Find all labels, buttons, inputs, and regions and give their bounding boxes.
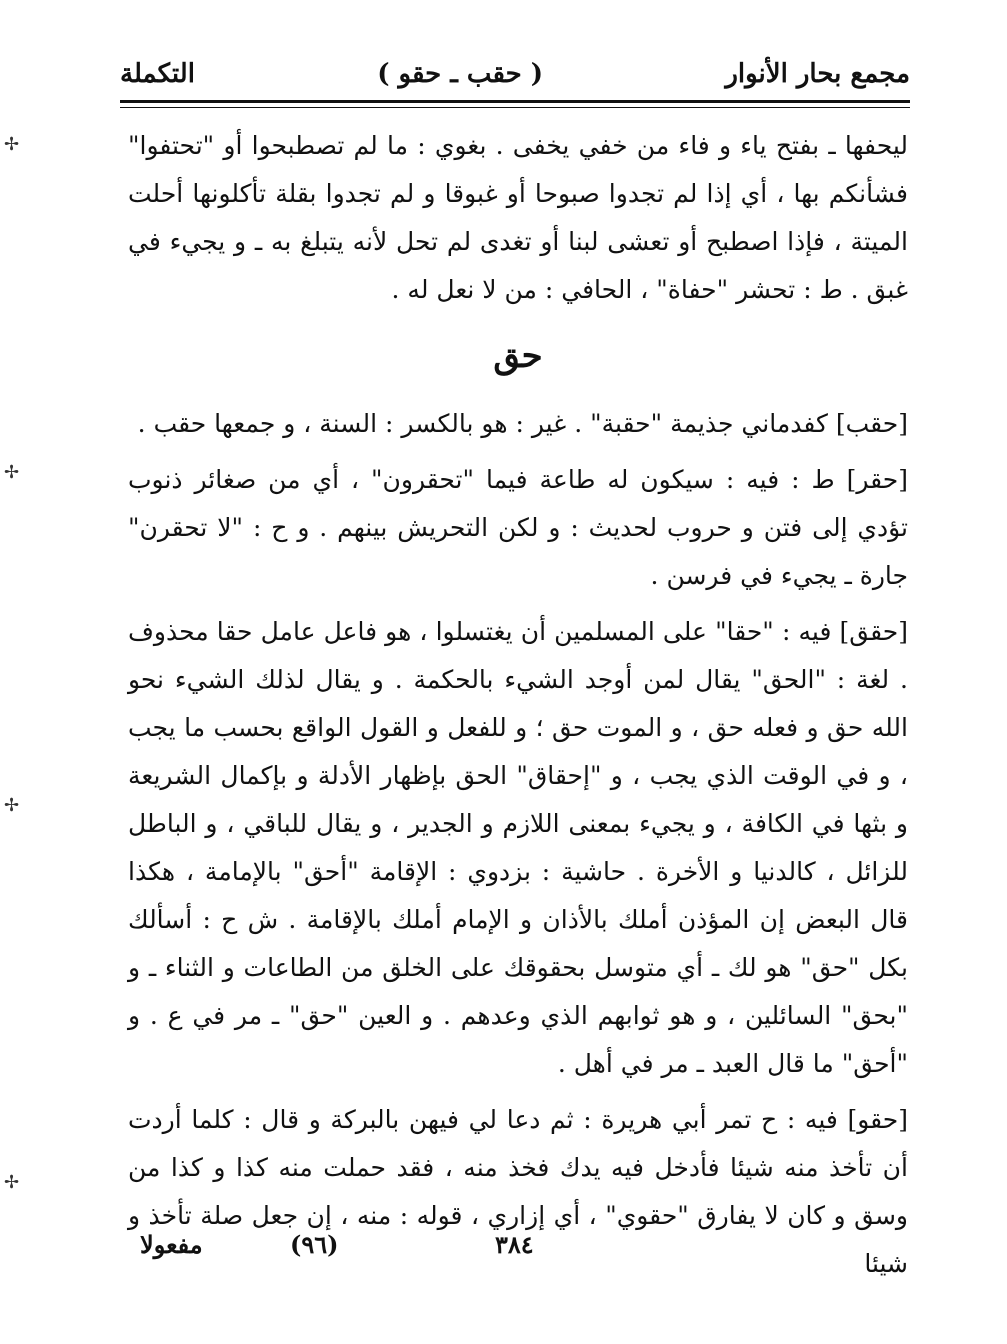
entry-haqw: [حقو] فيه : ح تمر أبي هريرة : ثم دعا لي فيهن بالبركة و قال : كلما أردت أن تأخذ منه شيئا فأدخل فيه يدك فخذ منه ، فقد حملت منه كذا و كذا من وسق و كان لا يفارق "حقوي" ، أي إزاري ، قوله : منه ، إن جعل صلة تأخذ و شيئا [128,1105,908,1278]
header-rule-thin [120,107,910,108]
page-footer [140,1230,900,1270]
sheet-marker: (٩٦) [290,1230,339,1259]
binding-mark-icon: ✢ [4,1172,20,1193]
book-title: مجمع بحار الأنوار [725,59,910,89]
entry-haqab: [حقب] كفدماني جذيمة "حقبة" . غير : هو بالكسر : السنة ، و جمعها حقب . [137,409,908,438]
binding-mark-icon: ✢ [4,795,20,816]
page-number: ٣٨٤ [495,1230,534,1259]
entry-haqar: [حقر] ط : فيه : سيكون له طاعة فيما "تحقرون" ، أي من صغائر ذنوب تؤدي إلى فتن و حروب لحديث : و لكن التحريش بينهم . و ح : "لا تحقرن" جارة ـ يجيء في فرسن . [128,465,908,590]
section-heading: حق [493,336,543,376]
running-header [120,52,910,96]
entry-haqaq: [حقق] فيه : "حقا" على المسلمين أن يغتسلوا ، هو فاعل عامل حقا محذوف . لغة : "الحق" يقال لمن أوجد الشيء بالحكمة . و يقال لذلك الشيء نحو الله حق و فعله حق ، و الموت حق ؛ و للفعل و القول الواقع بحسب ما يجب ، و في الوقت الذي يجب ، و "إحقاق" الحق بإظهار الأدلة و بإكمال الشريعة و بثها في الكافة ، و يجيء بمعنى اللازم و الجدير ، و يقال للباقي ، و الباطل للزائل ، كالدنيا و الأخرة . حاشية : بزدوي : الإقامة "أحق" بالإمامة ، هكذا قال البعض إن المؤذن أملك بالأذان و الإمام أملك بالإقامة . ش ح : أسألك بكل "حق" هو لك ـ أي متوسل بحقوقك على الخلق من الطاعات و الثناء ـ و "بحق" السائلين ، و هو ثوابهم الذي وعدهم . و العين "حق" ـ مر في ع . و "أحق" ما قال العبد ـ مر في أهل . [128,617,908,1078]
catchword: مفعولا [140,1230,203,1259]
entries-range: ( حقب ـ حقو ) [377,59,544,89]
header-rule-thick [120,100,910,103]
binding-mark-icon: ✢ [4,134,20,155]
main-text [128,122,908,1296]
binding-mark-icon: ✢ [4,462,20,483]
continuation-paragraph: ليحفها ـ بفتح ياء و فاء من خفي يخفى . بغوي : ما لم تصطبحوا أو "تحتفوا" فشأنكم بها ، أي إذا لم تجدوا صبوحا أو غبوقا و لم تجدوا بقلة تأكلونها أحلت الميتة ، فإذا اصطبح أو تعشى لبنا أو تغدى لم تحل لأنه يتبلغ به ـ و يجيء في غبق . ط : تحشر "حفاة" ، الحافي : من لا نعل له . [128,131,908,304]
section-title: التكملة [120,59,195,89]
